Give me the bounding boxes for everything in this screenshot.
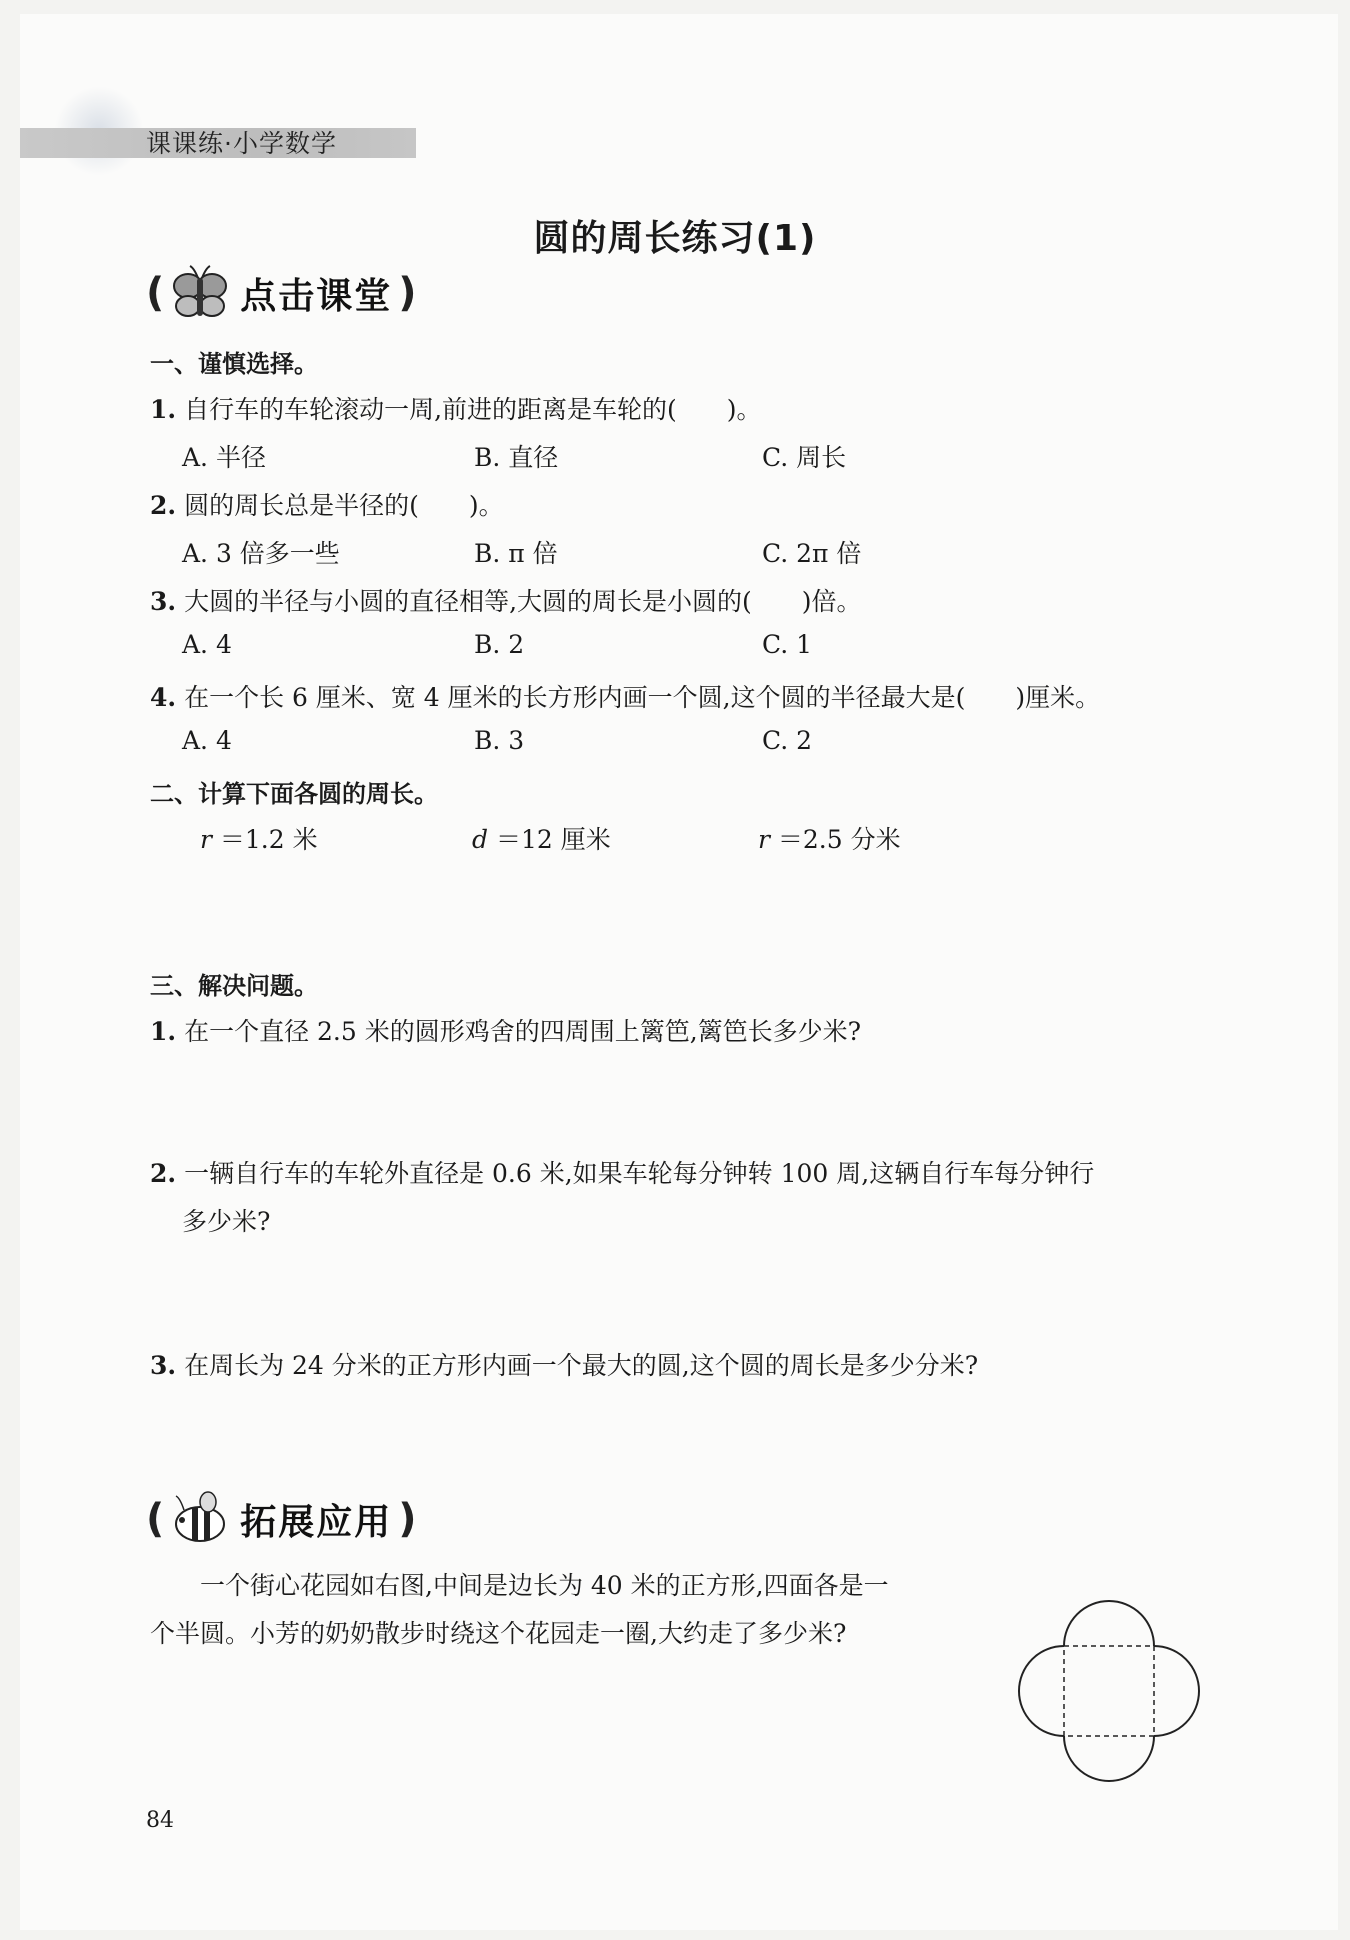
- option-b[interactable]: B. 2: [474, 630, 525, 659]
- question-number: 1.: [150, 395, 177, 424]
- value: ＝1.2 米: [211, 825, 318, 854]
- option-b[interactable]: B. π 倍: [474, 539, 558, 568]
- question-number: 3.: [150, 587, 177, 616]
- problem-1: [150, 1012, 861, 1048]
- header-label: 课课练·小学数学: [146, 129, 337, 158]
- question-number: 2.: [150, 491, 177, 520]
- bracket-left-icon: (: [146, 1496, 165, 1542]
- option-c[interactable]: C. 2π 倍: [762, 539, 862, 568]
- option-a[interactable]: A. 4: [182, 630, 232, 659]
- section3-heading: 三、解决问题。: [150, 972, 318, 1000]
- banner-label: 点击课堂: [240, 275, 393, 317]
- bracket-left-icon: (: [146, 270, 165, 316]
- circle-item-3: [758, 820, 901, 856]
- question-2: [150, 486, 504, 522]
- banner-extension: [146, 1490, 417, 1548]
- page-number: 84: [146, 1808, 174, 1833]
- option-a[interactable]: A. 3 倍多一些: [182, 539, 340, 568]
- section1-heading: 一、谨慎选择。: [150, 350, 318, 378]
- bracket-right-icon: ): [398, 270, 417, 316]
- variable: d: [472, 825, 489, 854]
- problem-2-continued: 多少米?: [182, 1207, 271, 1236]
- problem-3: [150, 1346, 978, 1382]
- center-square: [1064, 1646, 1154, 1736]
- circle-item-1: [200, 820, 318, 856]
- bracket-right-icon: ): [398, 1496, 417, 1542]
- value: ＝12 厘米: [488, 825, 611, 854]
- extension-line-2: 个半圆。小芳的奶奶散步时绕这个花园走一圈,大约走了多少米?: [150, 1619, 847, 1648]
- extension-line-1: 一个街心花园如右图,中间是边长为 40 米的正方形,四面各是一: [200, 1571, 889, 1600]
- option-c[interactable]: C. 2: [762, 726, 813, 755]
- section2-heading: 二、计算下面各圆的周长。: [150, 780, 438, 808]
- variable: r: [200, 825, 212, 854]
- problem-text: 在一个直径 2.5 米的圆形鸡舍的四周围上篱笆,篱笆长多少米?: [184, 1017, 862, 1046]
- option-a[interactable]: A. 4: [182, 726, 232, 755]
- variable: r: [758, 825, 770, 854]
- option-a[interactable]: A. 半径: [182, 443, 266, 472]
- problem-text: 在周长为 24 分米的正方形内画一个最大的圆,这个圆的周长是多少分米?: [184, 1351, 979, 1380]
- problem-text: 一辆自行车的车轮外直径是 0.6 米,如果车轮每分钟转 100 周,这辆自行车每分钟行: [184, 1159, 1095, 1188]
- value: ＝2.5 分米: [769, 825, 901, 854]
- semicircle-right: [1154, 1646, 1199, 1736]
- problem-number: 1.: [150, 1017, 177, 1046]
- problem-number: 3.: [150, 1351, 177, 1380]
- question-4: [150, 678, 1100, 714]
- page-title: 圆的周长练习(1): [533, 218, 817, 259]
- option-b[interactable]: B. 3: [474, 726, 525, 755]
- problem-2: [150, 1154, 1094, 1190]
- banner-click-classroom: [146, 264, 417, 322]
- semicircle-left: [1019, 1646, 1064, 1736]
- question-text: 在一个长 6 厘米、宽 4 厘米的长方形内画一个圆,这个圆的半径最大是( )厘米。: [184, 683, 1101, 712]
- semicircle-top: [1064, 1601, 1154, 1646]
- option-c[interactable]: C. 周长: [762, 443, 847, 472]
- banner-label: 拓展应用: [240, 1501, 393, 1543]
- semicircle-bottom: [1064, 1736, 1154, 1781]
- question-3: [150, 582, 862, 618]
- question-1: [150, 390, 762, 426]
- option-c[interactable]: C. 1: [762, 630, 813, 659]
- garden-diagram: [1016, 1598, 1202, 1784]
- question-text: 大圆的半径与小圆的直径相等,大圆的周长是小圆的( )倍。: [184, 587, 862, 616]
- problem-number: 2.: [150, 1159, 177, 1188]
- question-number: 4.: [150, 683, 177, 712]
- option-b[interactable]: B. 直径: [474, 443, 559, 472]
- butterfly-icon: [168, 264, 232, 322]
- circle-item-2: [472, 820, 611, 856]
- question-text: 自行车的车轮滚动一周,前进的距离是车轮的( )。: [184, 395, 762, 424]
- question-text: 圆的周长总是半径的( )。: [184, 491, 504, 520]
- bee-icon: [168, 1490, 232, 1548]
